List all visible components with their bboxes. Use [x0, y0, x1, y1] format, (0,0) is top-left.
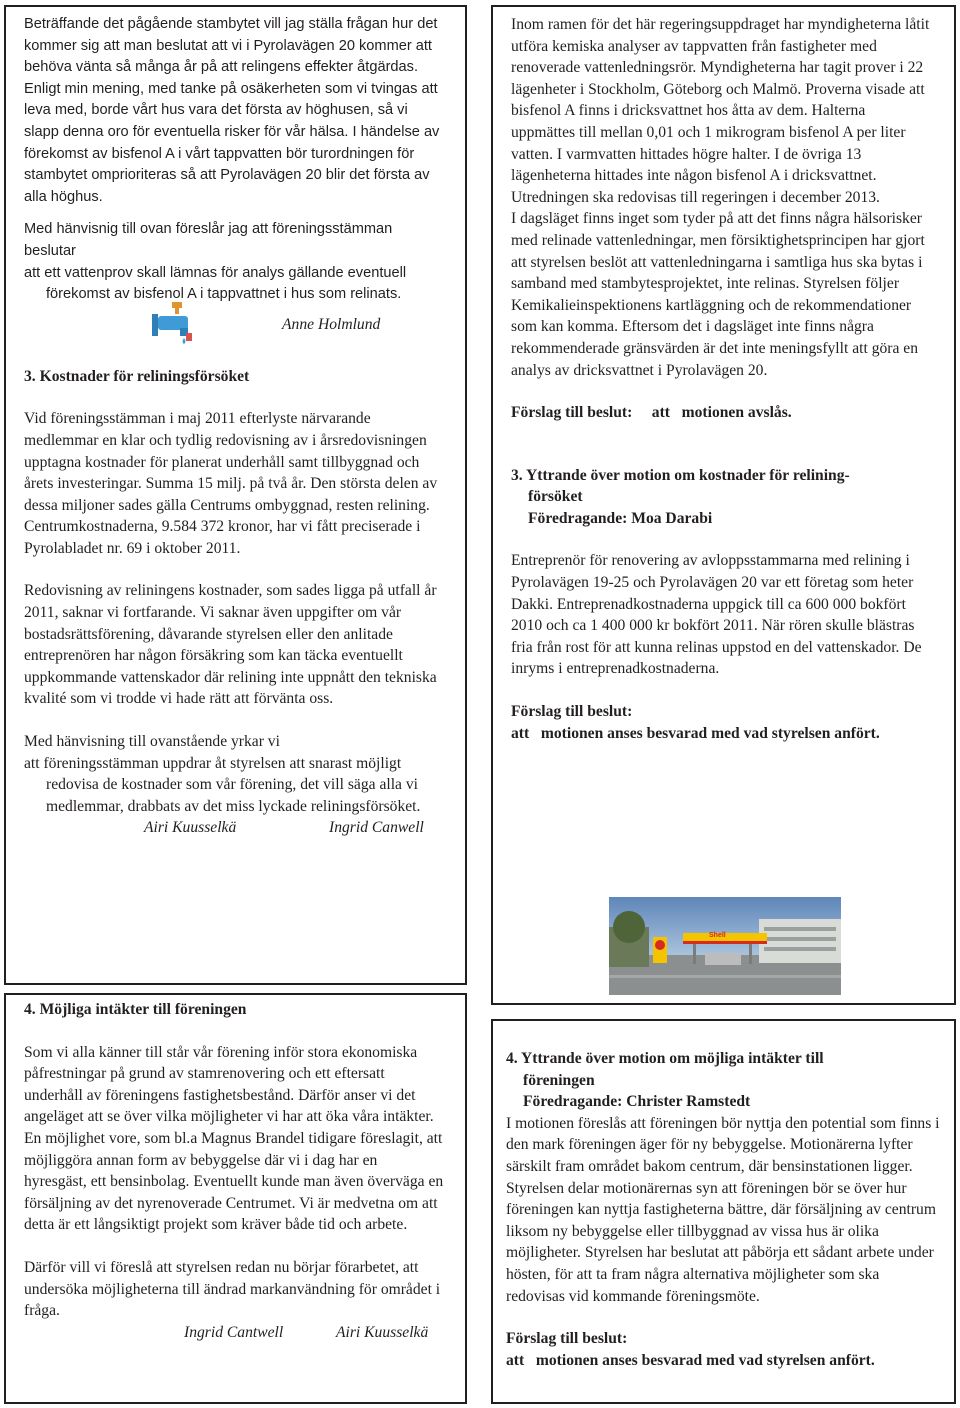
section3-para3: Med hänvisning till ovanstående yrkar vi [24, 733, 280, 751]
right-top-column [511, 14, 931, 744]
water-tap-icon [150, 300, 194, 344]
shell-station-photo [609, 897, 841, 995]
reply4-heading-line1: 4. Yttrande över motion om möjliga intäkter till [506, 1050, 824, 1067]
motion-bisfenol-text: Beträffande det pågående stambytet vill jag ställa frågan hur det kommer sig att man beslutat att vi i Pyrolavägen 20 kommer att behöva vänta så många år på att relingens effekter åtgärdas. Enligt min mening, med tanke på osäkerheten som vi tvingas att leva med, borde vårt hus vara det första av höghusen, så vi slapp denna oro för eventuella risker för vår hälsa. I händelse av förekomst av bisfenol A i vårt tappvatten bör turordningen för stambytet omprioriteras så att Pyrolavägen 20 blir det första av alla höghus. [24, 16, 440, 205]
reply4-para1: I motionen föreslås att föreningen bör nyttja den potential som finns i den mark föreningen äger för ny bebyggelse. Motionärerna lyfter särskilt fram området bakom centrum, där bensinstationen ligger. Styrelsen delar motionärernas syn att föreningen bör se över hur föreningen kan nyttja fastigheterna bättre, där försäljning av centrum liksom ny bebyggelse eller tillbyggnad av vissa hus är olika möjligheter. Styrelsen har beslutat att påbörja ett sådant arbete under hösten, för att ta fram några alternativa möjligheter som ska redovisas vid kommande föreningsmöte. [506, 1114, 940, 1305]
left-top-column [24, 14, 444, 839]
reply4-presenter: Föredragande: Christer Ramstedt [523, 1093, 751, 1111]
reply3-heading-line2: försöket [528, 488, 583, 506]
reply3-proposal-label: Förslag till beslut: [511, 703, 633, 721]
section4-para1: Som vi alla känner till står vår förening inför stora ekonomiska påfrestningar på grund av stamrenovering och ett eftersatt underhåll av föreningens fastighetsbestånd. Därför anser vi det angeläget att se över vilka möjligheter vi har att öka våra intäkter. En möjlighet vore, som bl.a Magnus Brandel tidigare föreslagit, att möjliggöra annan form av bebyggelse där vi i dag har en hyresgäst, ett bensinbolag. Eventuellt kunde man även överväga en försäljning av det nyrenoverade Centrumet. Vi är medvetna om att detta är ett långsiktigt projekt som kräver både tid och arbete. [24, 1043, 444, 1234]
section4-signatures [24, 1322, 444, 1344]
reply3-para1: Entreprenör för renovering av avloppsstammarna med relining i Pyrolavägen 19-25 och Pyrolavägen 20 var ett företag som heter Dakki. Entreprenadkostnaderna uppgick till ca 600 000 bokfört 2010 och ca 1 400 000 kr bokfört 2011. När rören skulle blästras fria från rost för att kunna relinas uppstod en del vattenskador. De inryms i entreprenadkostnaderna. [511, 552, 922, 678]
signature-ingrid-cantwell: Ingrid Cantwell [184, 1323, 284, 1341]
section4-heading: 4. Möjliga intäkter till föreningen [24, 1001, 247, 1018]
motion-proposal-intro: Med hänvisnig till ovan föreslår jag att föreningsstämman beslutar [24, 221, 393, 259]
section3-para1: Vid föreningsstämman i maj 2011 efterlyste närvarande medlemmar en klar och tydlig redovisning av i årsredovisningen upptagna kostnader för planerat underhåll samt tillbyggnad och årets investeringar. Summa 15 milj. på två år. Den största delen av dessa miljoner sades gälla Centrums ombyggnad, resten relining. Centrumkostnaderna, 9.584 372 kronor, har vi fått preciserade i Pyrolabladet nr. 69 i oktober 2011. [24, 410, 438, 557]
signature-airi: Airi Kuusselkä [144, 819, 237, 837]
signature-anne: Anne Holmlund [282, 315, 381, 333]
left-bottom-column [24, 999, 444, 1343]
reply4-proposal: att motionen anses besvarad med vad styrelsen anfört. [506, 1351, 875, 1369]
reply4-heading-line2: föreningen [523, 1071, 595, 1089]
section3-signatures [24, 817, 444, 839]
signature-row [24, 306, 444, 350]
right-bottom-column [506, 1048, 940, 1371]
signature-airi-2: Airi Kuusselkä [336, 1323, 429, 1341]
reply3-heading-line1: 3. Yttrande över motion om kostnader för relining- [511, 466, 850, 484]
motion-proposal-att: att ett vattenprov skall lämnas för analys gällande eventuell förekomst av bisfenol A i tappvattnet i hus som relinats. [24, 264, 407, 303]
section3-para4: att föreningsstämman uppdrar åt styrelsen att snarast möjligt redovisa de kostnader som vår förening, det vill säga alla vi medlemmar, drabbats av det miss lyckade reliningsförsöket. [24, 754, 421, 815]
reply-bisfenol-para1: Inom ramen för det här regeringsuppdraget har myndigheterna låtit utföra kemiska analyser av tappvatten från fastigheter med renoverade vattenledningsrör. Myndigheterna har tagit prover i 22 lägenheter i Stockholm, Göteborg och Malmö. Proverna visade att bisfenol A finns i dricksvattnet hos åtta av dem. Halterna uppmättes till mellan 0,01 och 1 mikrogram bisfenol A per liter vatten. I varmvatten hittades högre halter. I de övriga 13 lägenheterna hittades inte någon bisfenol A i dricksvattnet. Utredningen ska redovisas till regeringen i december 2013. [511, 16, 930, 206]
reply-bisfenol-para2: I dagsläget finns inget som tyder på att det finns några hälsorisker med relinade vattenledningar, men försiktighetsprincipen har gjort att styrelsen beslöt att vattenledningarna i samtliga hus ska bytas i samband med stambytesprojektet, inte relinas. Styrelsen följer Kemikalieinspektionens kartläggning och de rekommendationer som kan komma. Eftersom det i dagsläget inte finns några rekommenderade gränsvärden är det inte meningsfyllt att göra en analys av dricksvattnet i Pyrolavägen 20. [511, 210, 925, 379]
reply3-proposal: att motionen anses besvarad med vad styrelsen anfört. [511, 724, 880, 742]
shell-sign-text: Shell [709, 932, 726, 939]
reply4-proposal-label: Förslag till beslut: [506, 1330, 628, 1348]
section3-heading: 3. Kostnader för reliningsförsöket [24, 367, 250, 385]
reply-bisfenol-proposal: Förslag till beslut: att motionen avslås. [511, 404, 792, 422]
section4-para2: Därför vill vi föreslå att styrelsen redan nu börjar förarbetet, att undersöka möjligheterna till ändrad markanvändning för området i fråga. [24, 1258, 441, 1320]
section3-para2: Redovisning av reliningens kostnader, som sades ligga på utfall år 2011, saknar vi fortfarande. Vi saknar även uppgifter om vår bostadsrättsförening, dåvarande styrelsen eller den anlitade entreprenören har någon försäkring som kan täcka eventuellt uppkommande vattenskador där relining inte uppnått den tekniska kvalité som vi trodde vi hade rätt att förvänta oss. [24, 582, 437, 708]
reply3-presenter: Föredragande: Moa Darabi [528, 509, 713, 527]
signature-ingrid: Ingrid Canwell [329, 819, 424, 837]
